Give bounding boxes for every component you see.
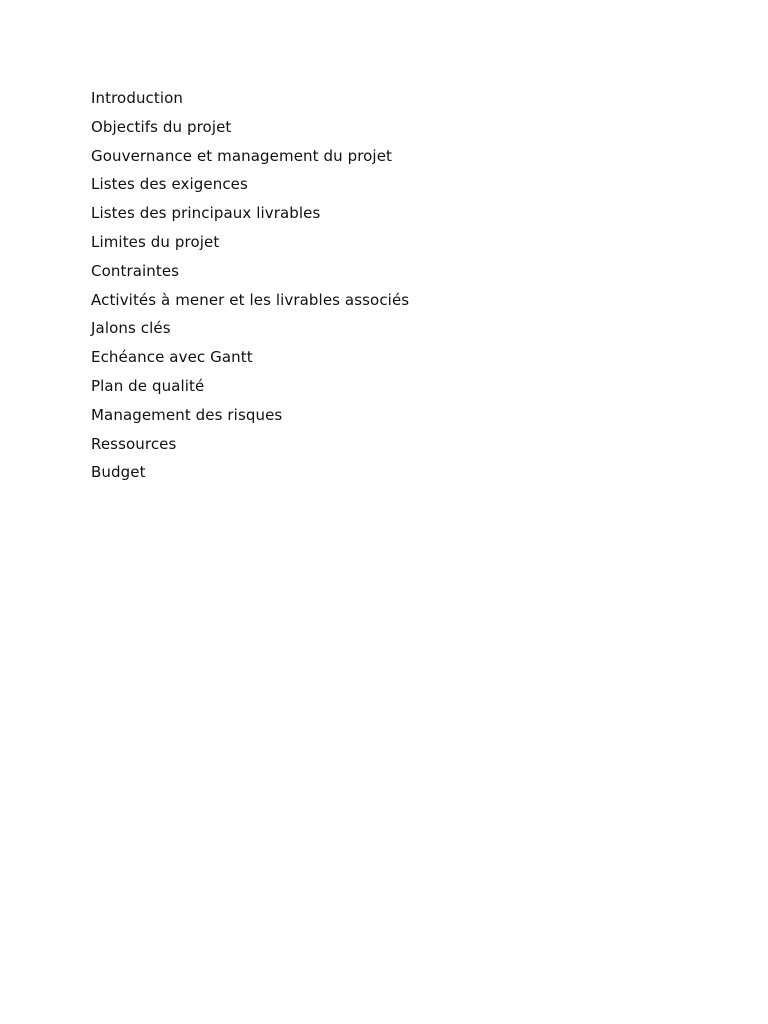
list-item: Gouvernance et management du projet (91, 146, 393, 165)
list-item: Echéance avec Gantt (91, 348, 253, 367)
table-of-contents (91, 84, 409, 487)
list-item: Limites du projet (91, 232, 220, 251)
list-item: Jalons clés (91, 319, 171, 338)
list-item: Plan de qualité (91, 376, 205, 395)
list-item: Ressources (91, 434, 177, 453)
list-item: Introduction (91, 89, 184, 107)
list-item: Activités à mener et les livrables associés (91, 290, 410, 309)
list-item: Budget (91, 463, 146, 482)
list-item: Listes des exigences (91, 175, 248, 194)
list-item: Objectifs du projet (91, 117, 232, 136)
list-item: Contraintes (91, 261, 180, 280)
list-item: Management des risques (91, 405, 283, 424)
list-item: Listes des principaux livrables (91, 204, 321, 223)
